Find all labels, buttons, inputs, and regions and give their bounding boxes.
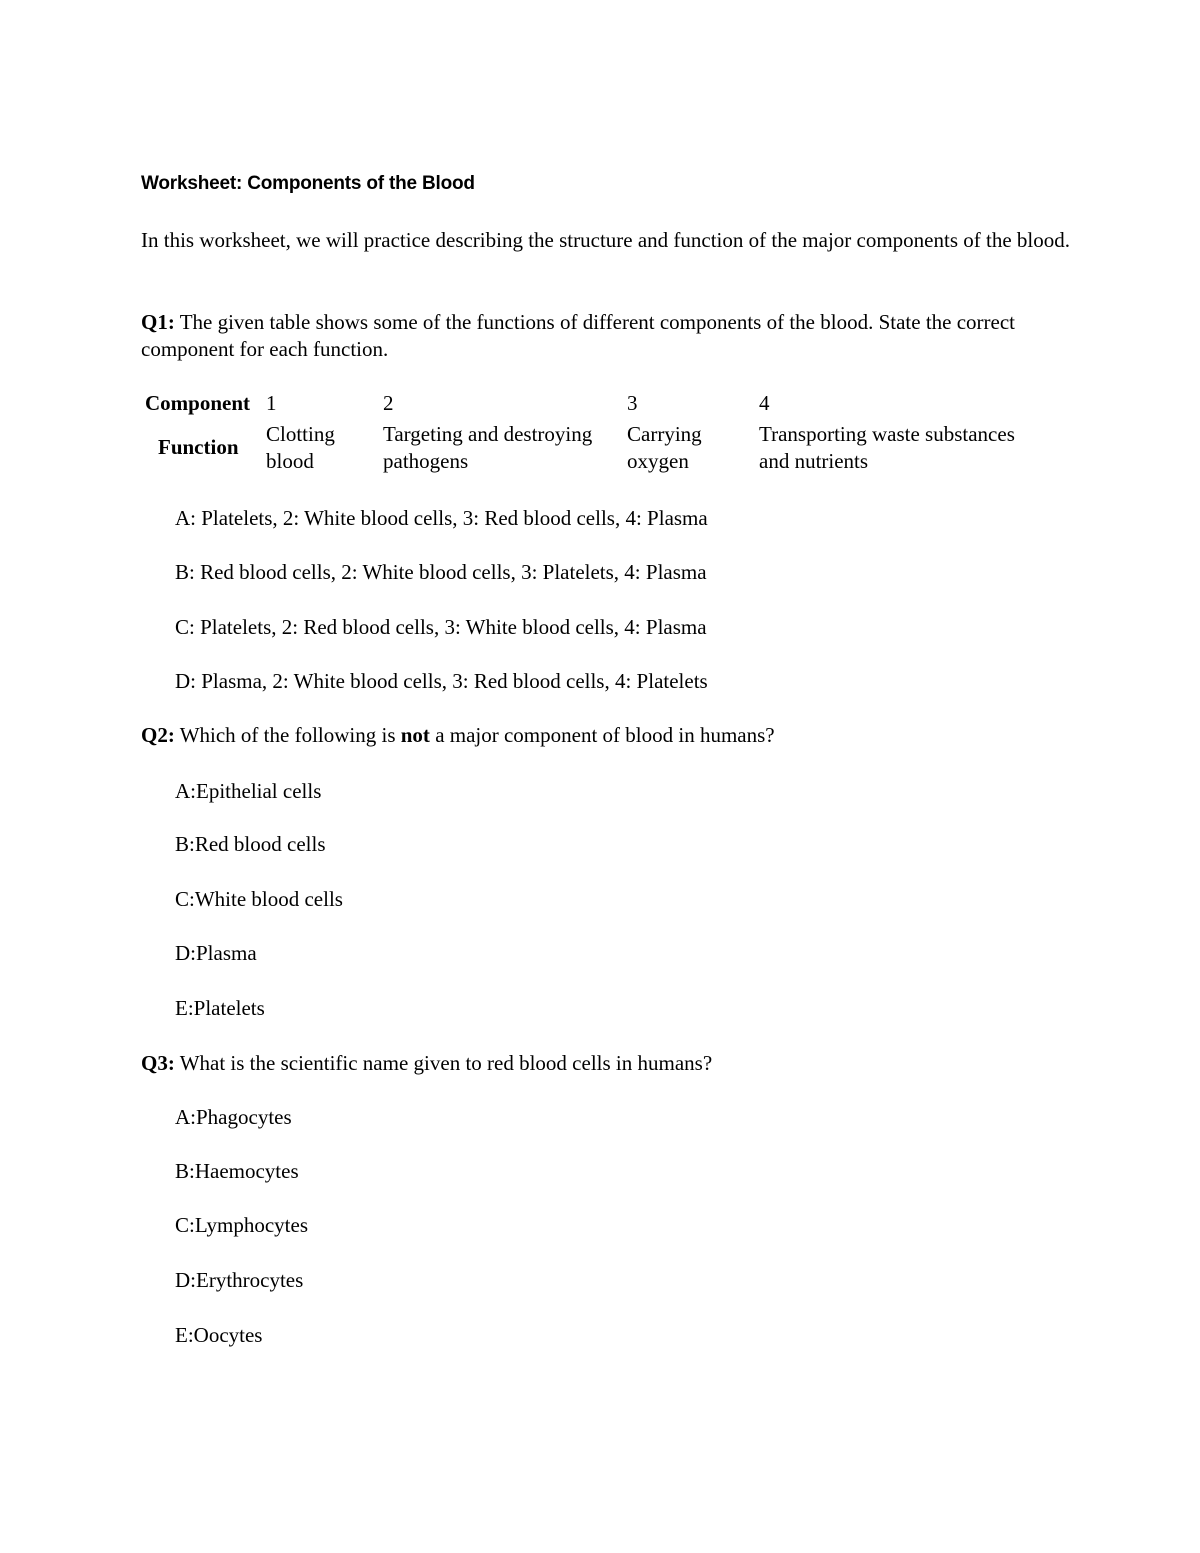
question-1-label: Q1:	[141, 310, 175, 334]
table-component-number: 4	[759, 391, 770, 415]
question-1-text: The given table shows some of the functions of different components of the blood. State the correct component for each function.	[141, 310, 1016, 361]
answer-option[interactable]: A:Phagocytes	[175, 1105, 292, 1129]
answer-option[interactable]: A:Epithelial cells	[175, 779, 322, 803]
question-2-text: Which of the following is	[179, 723, 396, 747]
question-2-text-end: a major component of blood in humans?	[435, 723, 775, 747]
answer-option[interactable]: C:Lymphocytes	[175, 1213, 308, 1237]
question-2	[141, 722, 1071, 749]
question-2-emphasis: not	[400, 723, 430, 747]
answer-option[interactable]: D:Plasma	[175, 941, 257, 965]
table-function-cell	[627, 421, 702, 475]
function-line: Clotting	[266, 422, 335, 446]
function-line: Targeting and destroying	[383, 422, 593, 446]
question-2-label: Q2:	[141, 723, 175, 747]
answer-option[interactable]: D: Plasma, 2: White blood cells, 3: Red blood cells, 4: Platelets	[175, 669, 708, 693]
answer-option[interactable]: D:Erythrocytes	[175, 1268, 304, 1292]
question-3	[141, 1050, 1071, 1077]
table-function-cell	[266, 421, 335, 475]
answer-option[interactable]: A: Platelets, 2: White blood cells, 3: Red blood cells, 4: Plasma	[175, 506, 708, 530]
question-1	[141, 309, 1071, 363]
answer-option[interactable]: B: Red blood cells, 2: White blood cells, 3: Platelets, 4: Plasma	[175, 560, 707, 584]
answer-option[interactable]: E:Oocytes	[175, 1323, 263, 1347]
answer-option[interactable]: C: Platelets, 2: Red blood cells, 3: White blood cells, 4: Plasma	[175, 615, 707, 639]
function-line: Transporting waste substances	[759, 422, 1015, 446]
page-title: Worksheet: Components of the Blood	[141, 173, 475, 194]
table-component-number: 1	[266, 391, 277, 415]
answer-option[interactable]: E:Platelets	[175, 996, 265, 1020]
function-line: pathogens	[383, 449, 469, 473]
function-line: oxygen	[627, 449, 689, 473]
table-row-header-function: Function	[158, 435, 239, 459]
table-component-number: 3	[627, 391, 638, 415]
table-function-cell	[383, 421, 592, 475]
table-function-cell	[759, 421, 1015, 475]
intro-paragraph: In this worksheet, we will practice describing the structure and function of the major components of the blood.	[141, 228, 1070, 252]
answer-option[interactable]: C:White blood cells	[175, 887, 343, 911]
table-component-number: 2	[383, 391, 394, 415]
function-line: Carrying	[627, 422, 702, 446]
question-3-label: Q3:	[141, 1051, 175, 1075]
answer-option[interactable]: B:Haemocytes	[175, 1159, 299, 1183]
function-line: blood	[266, 449, 314, 473]
function-line: and nutrients	[759, 449, 869, 473]
question-3-text: What is the scientific name given to red blood cells in humans?	[179, 1051, 713, 1075]
table-row-header-component: Component	[145, 391, 251, 415]
answer-option[interactable]: B:Red blood cells	[175, 832, 326, 856]
